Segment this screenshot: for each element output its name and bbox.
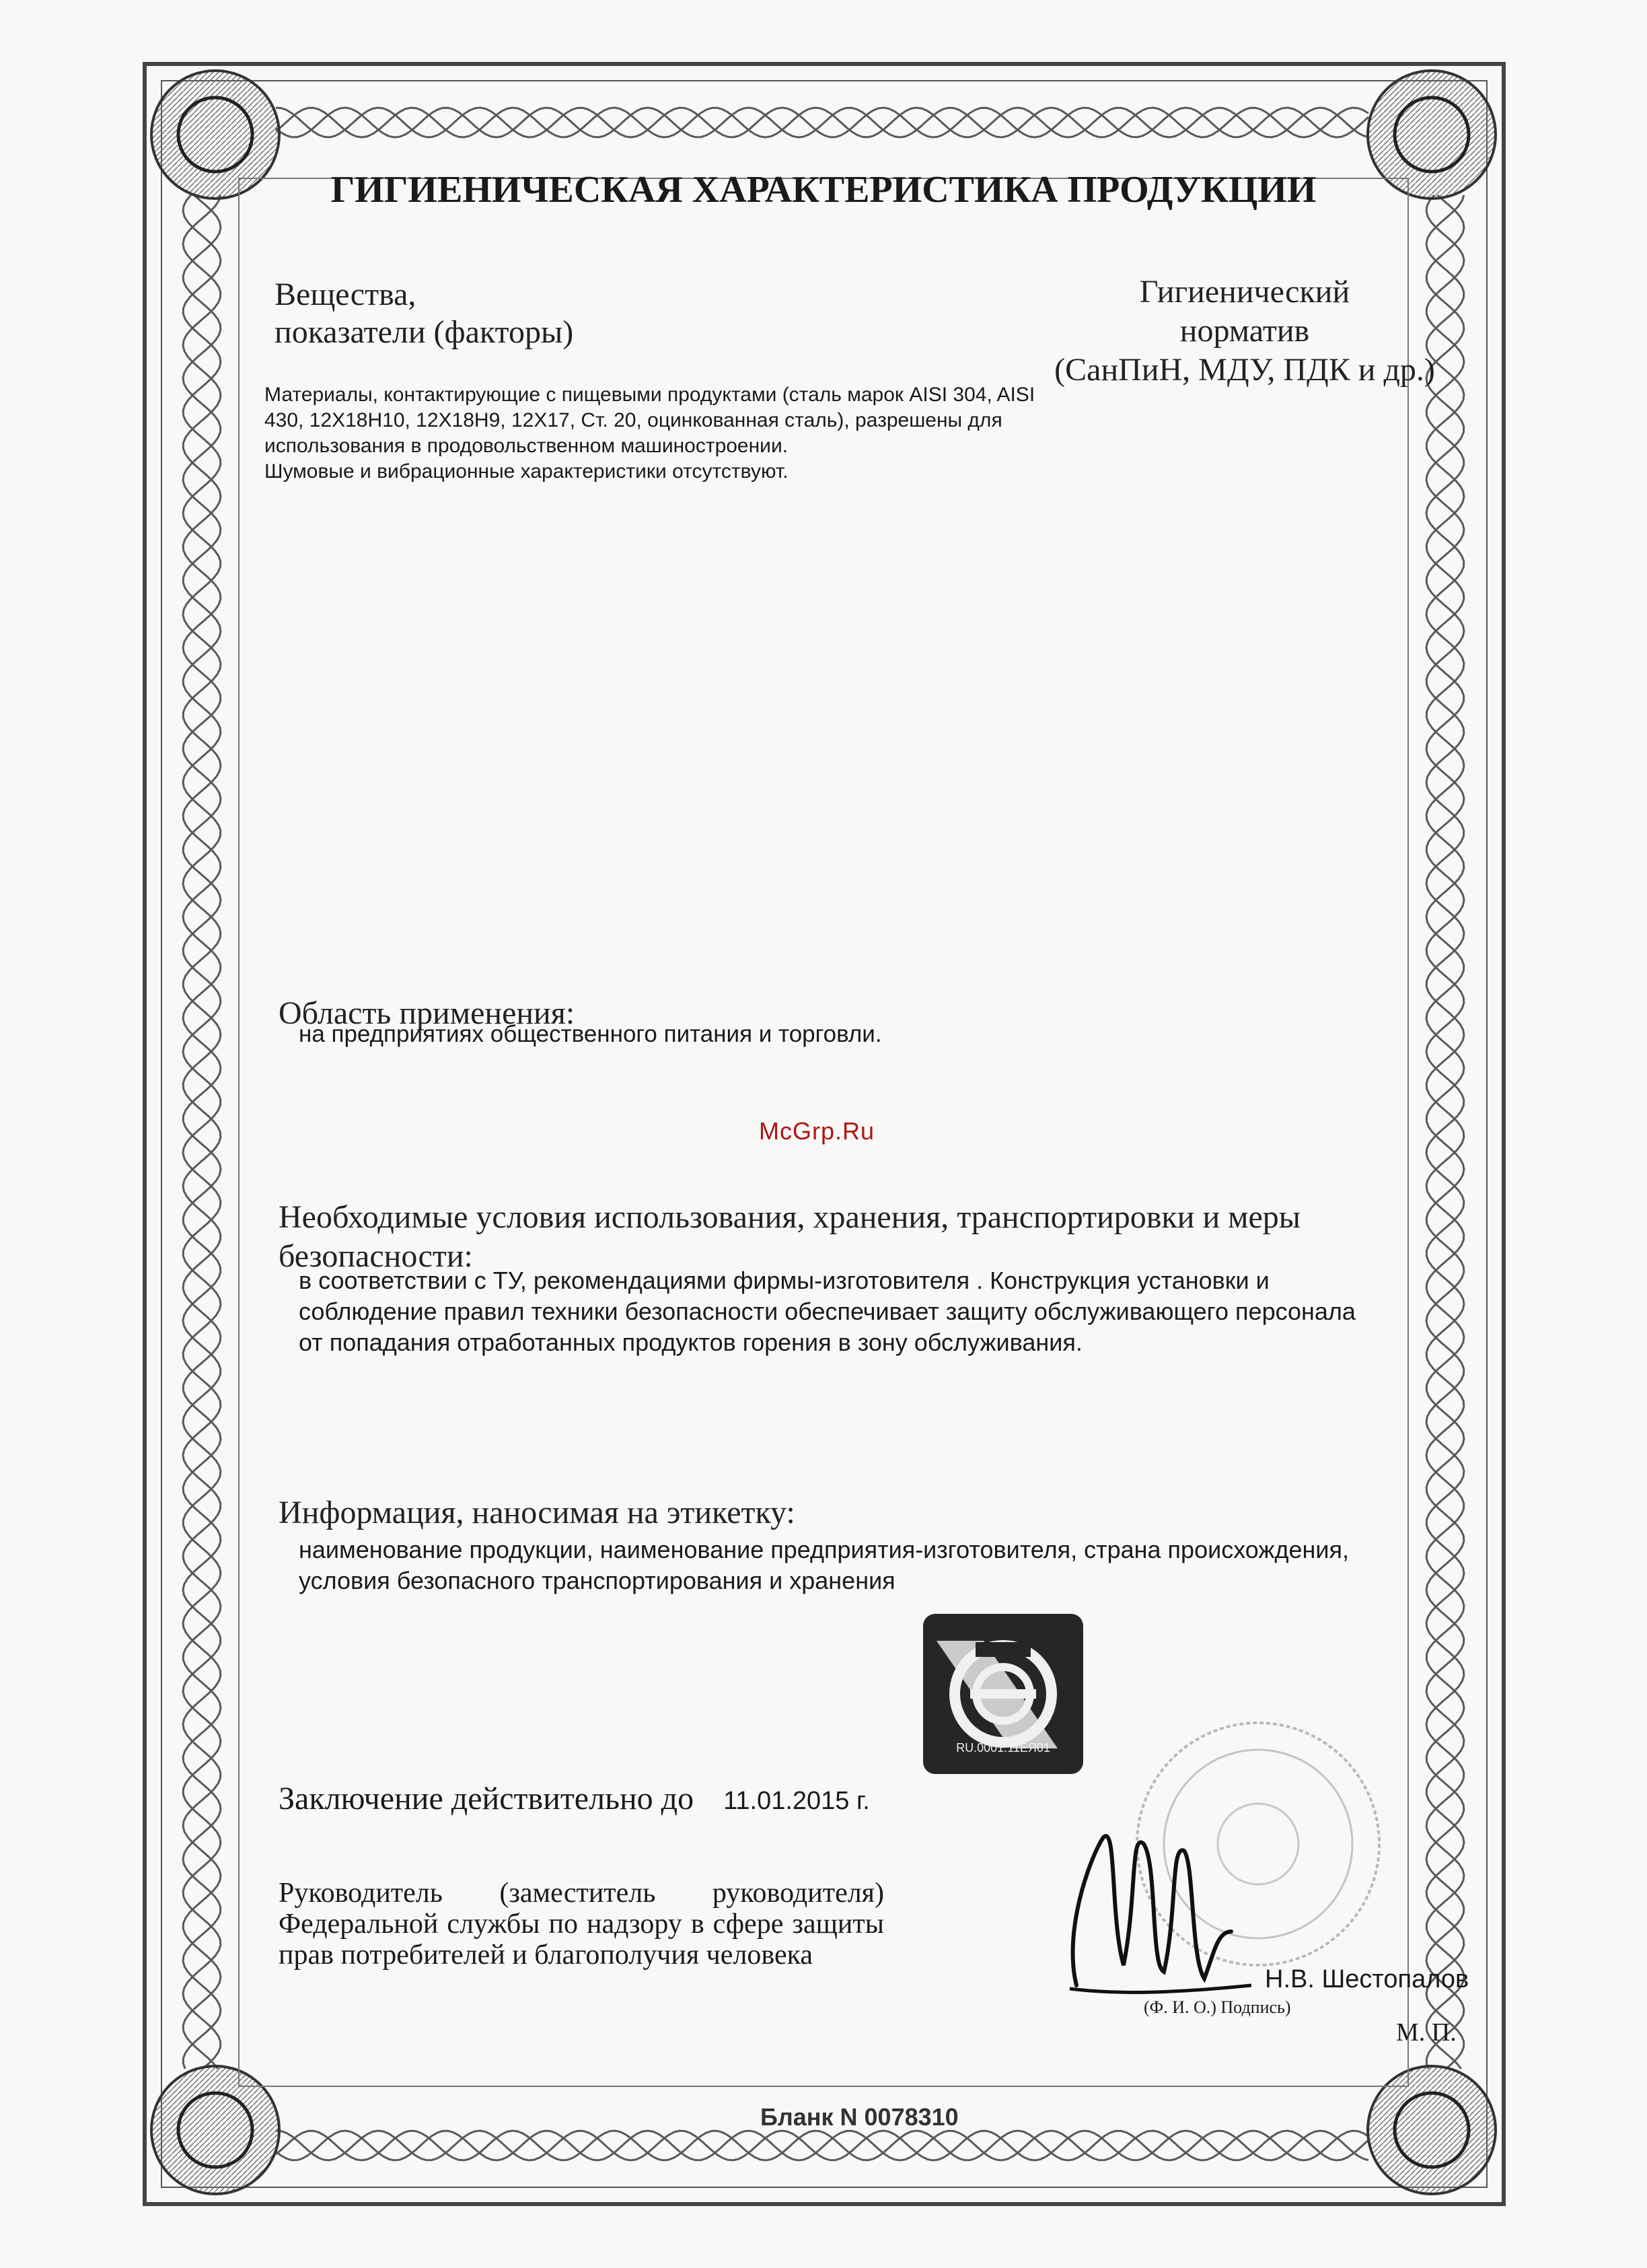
signer-name: Н.В. Шестопалов	[1265, 1965, 1469, 1993]
label-info-line1: наименование продукции, наименование предприятия-изготовителя, страна происхождения,	[299, 1536, 1350, 1563]
conditions-line3: от попадания отработанных продуктов горения в зону обслуживания.	[299, 1328, 1083, 1356]
materials-line4: Шумовые и вибрационные характеристики отсутствуют.	[264, 460, 789, 483]
materials-line1: Материалы, контактирующие с пищевыми продуктами (сталь марок AISI 304, AISI	[264, 384, 1035, 406]
validity-line	[279, 1780, 870, 1817]
conditions-heading-line2: безопасности:	[279, 1238, 473, 1274]
validity-label: Заключение действительно до	[279, 1781, 694, 1816]
hygiene-heading-line2: норматив	[1179, 313, 1310, 349]
document-title: ГИГИЕНИЧЕСКАЯ ХАРАКТЕРИСТИКА ПРОДУКЦИИ	[330, 169, 1317, 211]
hygiene-heading-line1: Гигиенический	[1139, 274, 1350, 310]
substances-column-heading	[274, 276, 573, 351]
label-info-heading: Информация, наносимая на этикетку:	[279, 1495, 795, 1530]
materials-description	[264, 382, 1105, 485]
validity-date: 11.01.2015 г.	[723, 1787, 870, 1815]
substances-heading-line2: показатели (факторы)	[274, 314, 574, 350]
conditions-line2: соблюдение правил техники безопасности обеспечивает защиту обслуживающего персонала	[299, 1298, 1356, 1325]
conditions-heading	[279, 1198, 1456, 1276]
hygiene-heading-line3: (СанПиН, МДУ, ПДК и др.)	[1054, 352, 1435, 388]
scope-text: на предприятиях общественного питания и торговли.	[299, 1021, 882, 1047]
mark-code: RU.0001.11ЕЯ01	[956, 1741, 1050, 1755]
label-info-text	[299, 1534, 1496, 1596]
substances-heading-line1: Вещества,	[274, 277, 416, 312]
hygiene-norm-column-heading	[1036, 273, 1453, 390]
head-of-service-title: Руководитель (заместитель руководителя) Федеральной службы по надзору в сфере защиты прав потребителей и благополучия человека	[279, 1878, 884, 1971]
materials-line3: использования в продовольственном машиностроении.	[264, 435, 789, 457]
stamp-place-abbr: М. П.	[1396, 2018, 1457, 2047]
materials-line2: 430, 12Х18Н10, 12Х18Н9, 12Х17, Ст. 20, оцинкованная сталь), разрешены для	[264, 409, 1002, 431]
conditions-heading-line1: Необходимые условия использования, хранения, транспортировки и меры	[279, 1199, 1301, 1235]
conditions-line1: в соответствии с ТУ, рекомендациями фирмы-изготовителя . Конструкция установки и	[299, 1267, 1270, 1294]
signature-caption: (Ф. И. О.) Подпись)	[1144, 1997, 1291, 2017]
blank-number: Бланк N 0078310	[760, 2103, 959, 2131]
label-info-line2: условия безопасного транспортирования и хранения	[299, 1567, 895, 1594]
scope-heading: Область применения:	[279, 995, 575, 1031]
conditions-text	[299, 1265, 1496, 1358]
signature	[1050, 1763, 1251, 2006]
watermark-text: McGrp.Ru	[759, 1117, 875, 1145]
